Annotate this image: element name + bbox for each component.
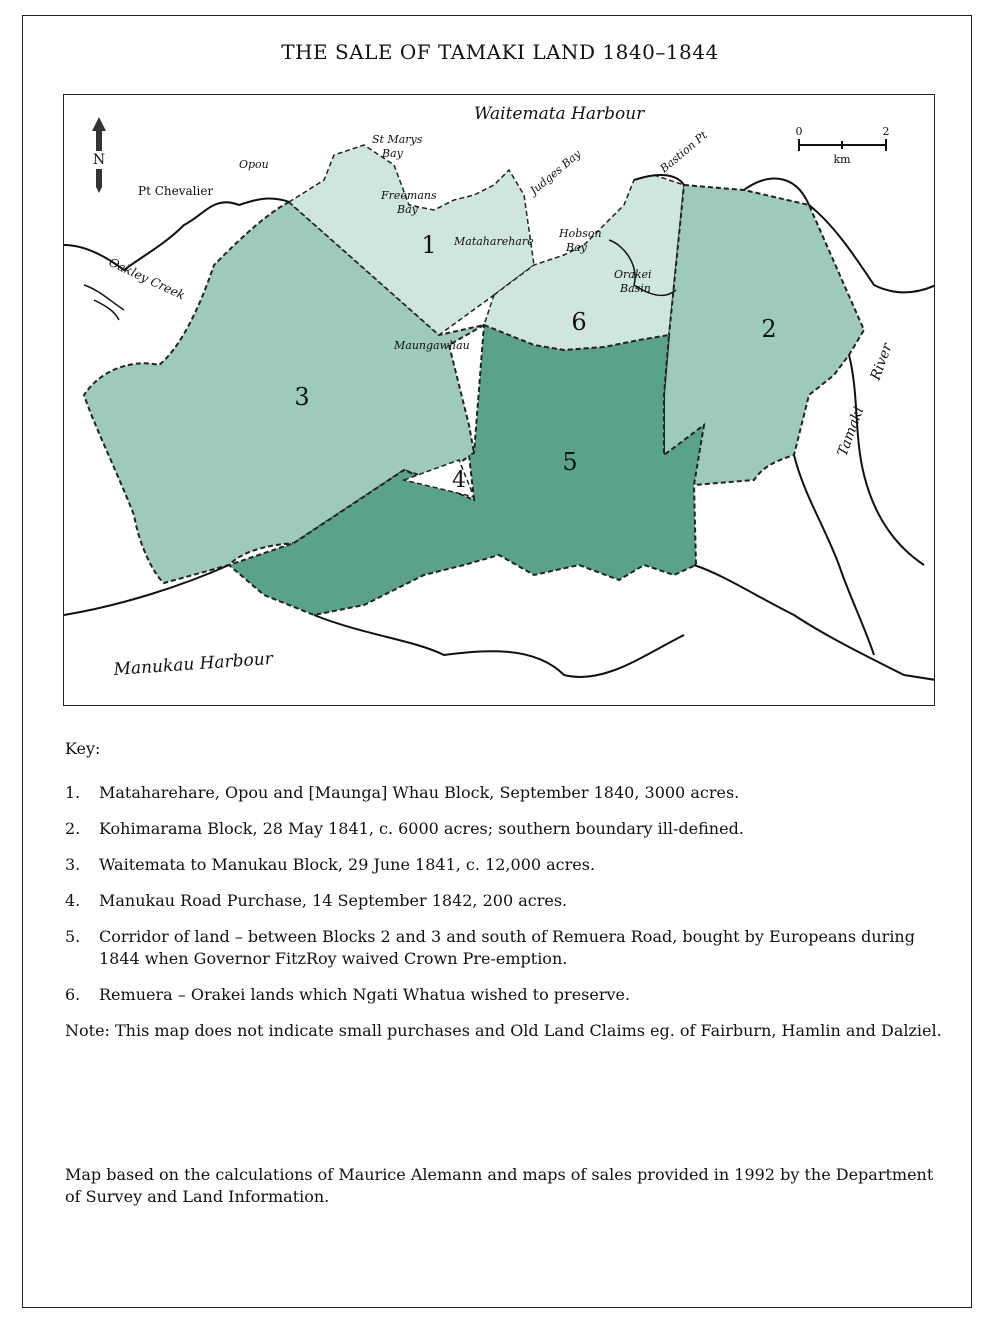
svg-text:km: km [833, 153, 851, 166]
north-arrow-icon [92, 117, 106, 193]
pt-chevalier-label: Pt Chevalier [138, 184, 214, 198]
key-item-text: Kohimarama Block, 28 May 1841, c. 6000 acres; southern boundary ill-defined. [99, 819, 744, 838]
map-frame [63, 94, 935, 706]
key-item-text: Waitemata to Manukau Block, 29 June 1841, c. 12,000 acres. [99, 855, 596, 874]
key-item-number: 4. [65, 891, 81, 910]
oakley-creek-label: Oakley Creek [106, 255, 188, 303]
coastline-east [794, 355, 924, 655]
key-item [65, 782, 945, 804]
map-title: THE SALE OF TAMAKI LAND 1840–1844 [281, 40, 719, 64]
map-credit: Map based on the calculations of Maurice Alemann and maps of sales provided in 1992 by the Department of Survey and Land Information. [65, 1165, 934, 1206]
scale-bar [796, 125, 890, 166]
tamaki-label: Tamaki [834, 404, 868, 459]
key-item [65, 818, 945, 840]
block-4-label: 4 [452, 468, 466, 493]
key-note: Note: This map does not indicate small purchases and Old Land Claims eg. of Fairburn, Hamlin and Dalziel. [65, 1021, 942, 1040]
block-3-label: 3 [294, 383, 310, 411]
freemans-bay-label-line2: Bay [397, 203, 418, 216]
block-5-label: 5 [562, 448, 578, 476]
orakei-basin-label-line1: Orakei [614, 268, 652, 281]
key-item-text: Mataharehare, Opou and [Maunga] Whau Block, September 1840, 3000 acres. [99, 783, 740, 802]
key-item-number: 3. [65, 855, 81, 874]
key-item [65, 926, 945, 970]
oakley-creek-outline [84, 285, 124, 320]
block-2-label: 2 [761, 315, 777, 343]
river-label: River [867, 341, 896, 383]
orakei-basin-label-line2: Basin [620, 282, 651, 295]
svg-text:0: 0 [795, 125, 803, 138]
key-item [65, 854, 945, 876]
tamaki-map [64, 95, 935, 706]
hobson-bay-label-line1: Hobson [559, 227, 602, 240]
block-6-label: 6 [571, 308, 587, 336]
key-item-number: 1. [65, 783, 81, 802]
freemans-bay-label-line1: Freemans [381, 189, 437, 202]
svg-text:2: 2 [882, 125, 890, 138]
key-item-number: 6. [65, 985, 81, 1004]
hobson-bay-label-line2: Bay [566, 241, 587, 254]
key-item-text: Corridor of land – between Blocks 2 and 3 and south of Remuera Road, bought by Europeans during 1844 when Governor FitzRoy waived Crown Pre-emption. [99, 927, 915, 968]
mataharehare-label: Mataharehare [454, 235, 534, 248]
st-marys-bay-label-line2: Bay [382, 147, 403, 160]
key-heading: Key: [65, 739, 101, 758]
judges-bay-label: Judges Bay [527, 147, 584, 198]
key-item-number: 5. [65, 927, 81, 946]
maungawhau-label: Maungawhau [394, 339, 470, 352]
manukau-harbour-label: Manukau Harbour [112, 648, 274, 680]
key-item-number: 2. [65, 819, 81, 838]
opou-label: Opou [239, 158, 269, 171]
bastion-pt-label: Bastion Pt [657, 128, 710, 176]
svg-text:N: N [92, 152, 106, 168]
key-item [65, 984, 945, 1006]
key-item [65, 890, 945, 912]
block-1-label: 1 [421, 231, 437, 259]
st-marys-bay-label-line1: St Marys [372, 133, 423, 146]
key-item-text: Manukau Road Purchase, 14 September 1842, 200 acres. [99, 891, 568, 910]
waitemata-harbour-label: Waitemata Harbour [474, 104, 645, 124]
map-key [65, 738, 945, 1042]
key-item-text: Remuera – Orakei lands which Ngati Whatua wished to preserve. [99, 985, 631, 1004]
